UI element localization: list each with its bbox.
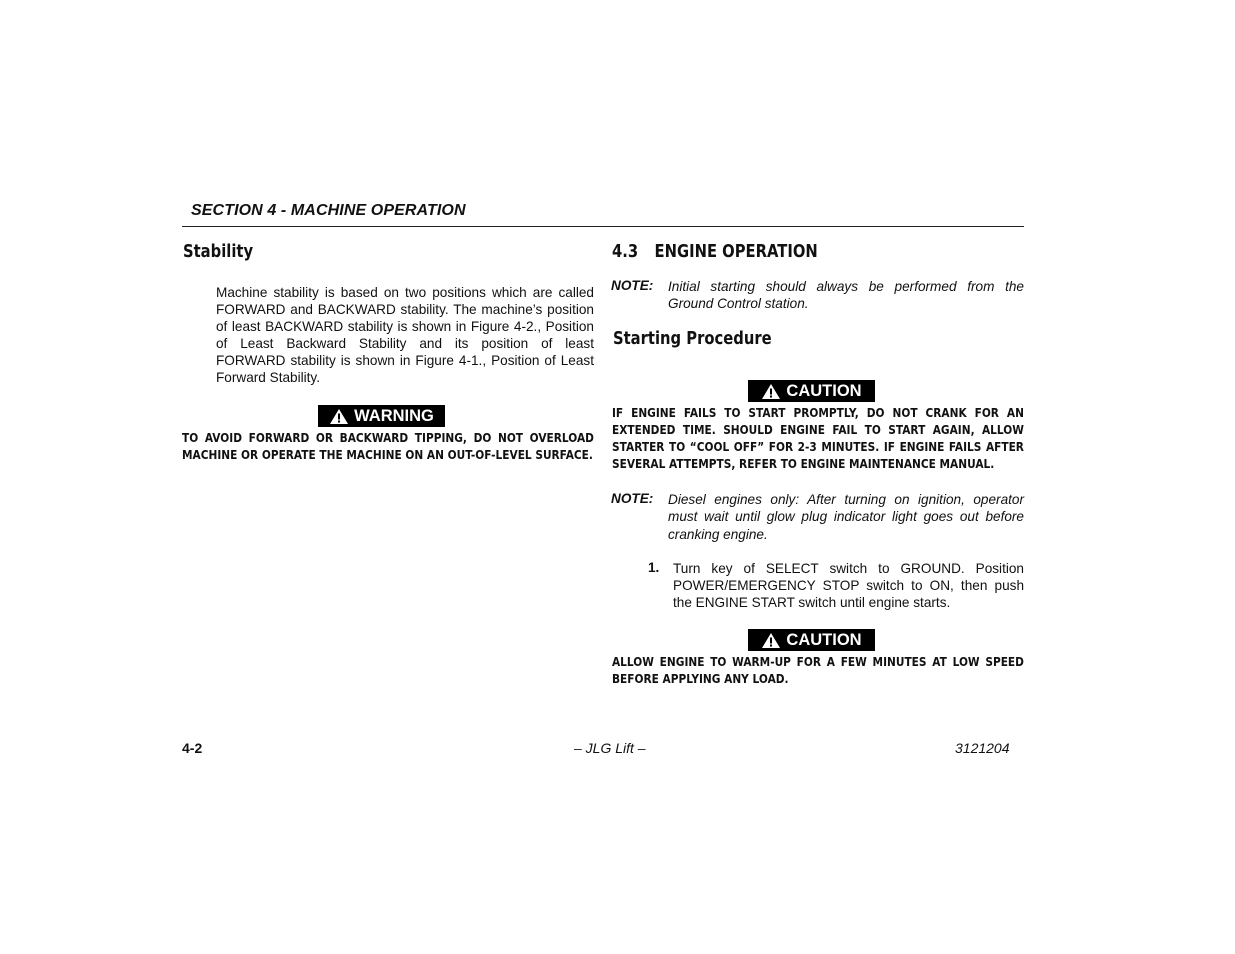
- warning-label: WARNING: [354, 407, 434, 425]
- engine-operation-heading: [612, 241, 818, 262]
- stability-heading: Stability: [183, 241, 254, 262]
- caution-label-2: CAUTION: [786, 631, 862, 649]
- document-number: 3121204: [955, 740, 1010, 756]
- caution-text-block-1: [612, 405, 1024, 473]
- step-1-number: 1.: [648, 560, 660, 575]
- warning-text: TO AVOID FORWARD OR BACKWARD TIPPING, DO NOT OVERLOAD MACHINE OR OPERATE THE MACHINE ON AN OUT-OF-LEVEL SURFACE.: [182, 431, 594, 462]
- header-divider: [182, 226, 1024, 227]
- footer-center: – JLG Lift –: [574, 740, 646, 756]
- stability-paragraph: Machine stability is based on two positions which are called FORWARD and BACKWARD stability. The machine’s position of least BACKWARD stability is shown in Figure 4-2., Position of Least Backward Stability and its position of least FORWARD stability is shown in Figure 4-1., Position of Least Forward Stability.: [216, 285, 594, 386]
- warning-text-block: [182, 430, 594, 464]
- caution-text-1: IF ENGINE FAILS TO START PROMPTLY, DO NOT CRANK FOR AN EXTENDED TIME. SHOULD ENGINE FAIL TO START AGAIN, ALLOW STARTER TO “COOL OFF” FOR 2-3 MINUTES. IF ENGINE FAILS AFTER SEVERAL ATTEMPTS, REFER TO ENGINE MAINTENANCE MANUAL.: [612, 406, 1024, 471]
- caution-label-1: CAUTION: [786, 382, 862, 400]
- warning-triangle-icon: [761, 632, 781, 649]
- caution-text-2: ALLOW ENGINE TO WARM-UP FOR A FEW MINUTES AT LOW SPEED BEFORE APPLYING ANY LOAD.: [612, 655, 1024, 686]
- warning-triangle-icon: [761, 383, 781, 400]
- heading-number: 4.3: [612, 241, 639, 262]
- note2-label: NOTE:: [611, 491, 654, 506]
- note2-text: Diesel engines only: After turning on ignition, operator must wait until glow plug indicator light goes out before cranking engine.: [668, 492, 1024, 542]
- note1-text: Initial starting should always be performed from the Ground Control station.: [668, 279, 1024, 312]
- step-1-text: Turn key of SELECT switch to GROUND. Position POWER/EMERGENCY STOP switch to ON, then push the ENGINE START switch until engine starts.: [673, 561, 1024, 611]
- caution-badge-2: [748, 629, 875, 651]
- starting-procedure-heading: Starting Procedure: [613, 328, 772, 349]
- section-header: SECTION 4 - MACHINE OPERATION: [191, 202, 466, 219]
- note1-label: NOTE:: [611, 278, 654, 293]
- warning-badge: [318, 405, 445, 427]
- warning-triangle-icon: [329, 408, 349, 425]
- page-number: 4-2: [182, 740, 203, 756]
- caution-badge-1: [748, 380, 875, 402]
- heading-title: ENGINE OPERATION: [654, 241, 818, 262]
- caution-text-block-2: [612, 654, 1024, 688]
